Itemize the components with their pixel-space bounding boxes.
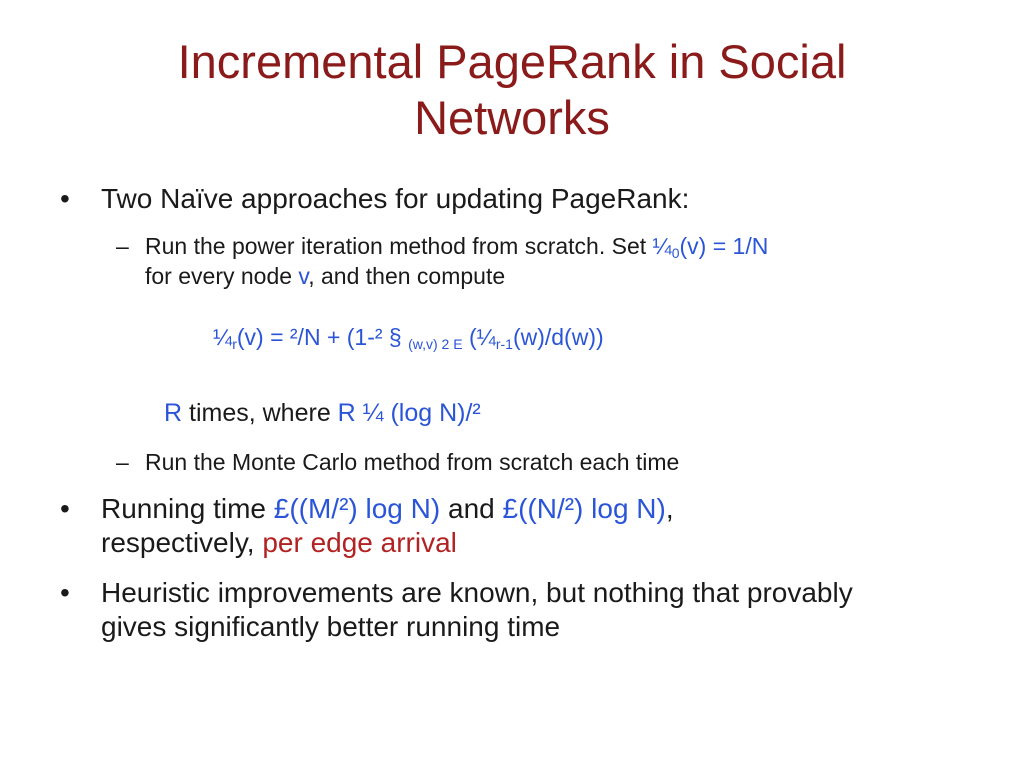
bullet-dot: • [60, 493, 70, 524]
formula-subscript: r-1 [495, 336, 513, 352]
text-run: for every node [145, 263, 299, 289]
r-times-text: times, where [182, 399, 338, 427]
slide-title: Incremental PageRank in Social Networks [177, 35, 847, 144]
pi-equation: (v) = 1/N [679, 233, 769, 259]
text-run: respectively, [101, 527, 263, 558]
bullet-text: Two Naïve approaches for updating PageRank: [101, 183, 690, 214]
time-expression-2: £((N/²) log N) [502, 493, 666, 524]
formula-part: (w)/d(w)) [512, 324, 604, 350]
formula-part: (v) = ²/N + (1-² § [236, 324, 409, 350]
bullet-running-time [60, 492, 960, 560]
bullet-dot: • [60, 577, 70, 608]
bullet-text: Heuristic improvements are known, but nothing that provably gives significantly better running time [101, 577, 853, 642]
sub-bullet-dash: – [116, 449, 129, 475]
text-run: , [665, 493, 674, 524]
bullet-heuristic [60, 576, 860, 644]
formula-part: ¼ [213, 324, 233, 350]
formula-subscript: (w,v) 2 E [408, 336, 463, 352]
formula-subscript: r [232, 336, 237, 352]
sub-bullet-monte-carlo [116, 447, 956, 477]
bullet-naive-approaches [60, 182, 960, 216]
pagerank-formula [213, 322, 604, 352]
time-expression-1: £((M/²) log N) [273, 493, 441, 524]
sub-bullet-power-iteration [116, 231, 956, 291]
text-run: Run the power iteration method from scratch. Set [145, 233, 653, 259]
text-run: , and then compute [308, 263, 506, 289]
sub-bullet-dash: – [116, 233, 129, 259]
sub-bullet-text: Run the Monte Carlo method from scratch each time [145, 449, 680, 475]
bullet-text [101, 492, 960, 560]
pi-symbol: ¼ [652, 233, 672, 259]
text-run: Running time [101, 493, 274, 524]
r-symbol: R [164, 399, 183, 427]
pi-subscript: 0 [671, 245, 680, 261]
formula-part: (¼ [462, 324, 496, 350]
node-v: v [298, 263, 309, 289]
sub-bullet-text [145, 231, 956, 291]
r-expression: R ¼ (log N)/² [337, 399, 481, 427]
r-times-line [164, 397, 481, 429]
pi-zero [653, 233, 769, 259]
bullet-dot: • [60, 183, 70, 214]
text-run: and [440, 493, 503, 524]
per-edge-arrival: per edge arrival [262, 527, 457, 558]
